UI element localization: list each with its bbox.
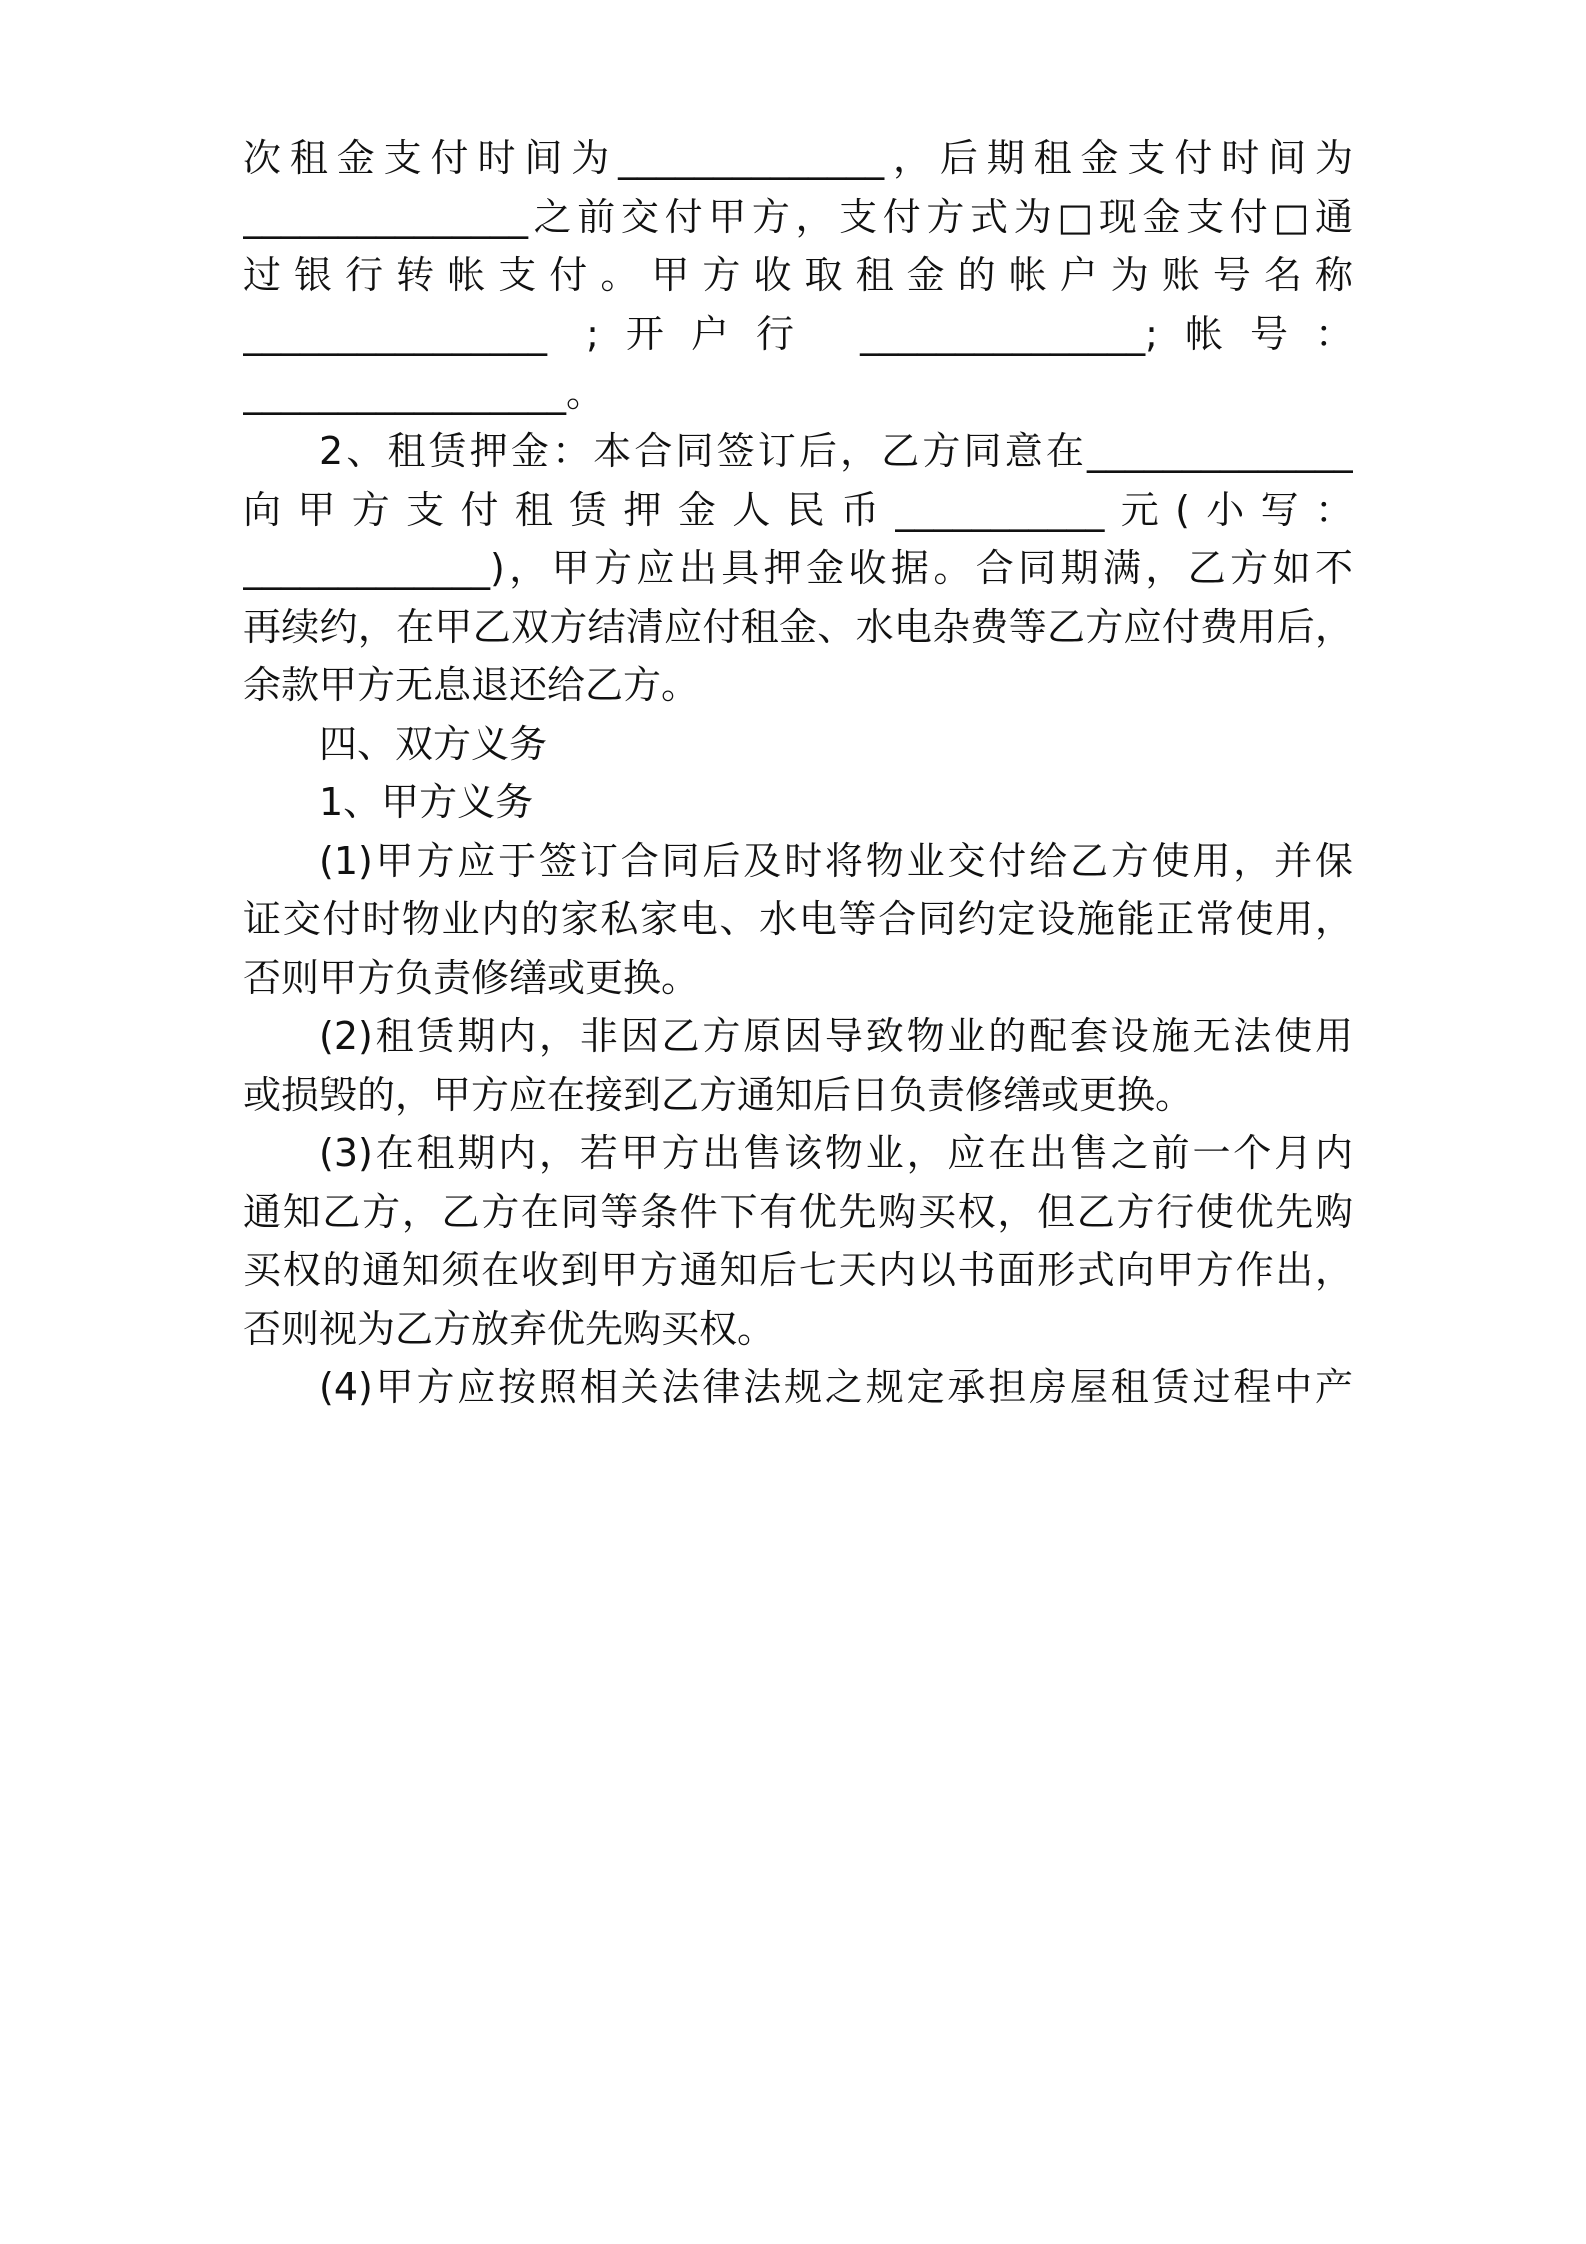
text-line: _______________之前交付甲方，支付方式为□现金支付□通: [243, 195, 1353, 239]
text-line: 2、租赁押金：本合同签订后，乙方同意在______________: [319, 429, 1353, 473]
section-heading: 四、双方义务: [319, 722, 548, 766]
text-line: 买权的通知须在收到甲方通知后七天内以书面形式向甲方作出，: [243, 1248, 1353, 1292]
text-line: 次租金支付时间为______________，后期租金支付时间为: [243, 136, 1353, 180]
text-line: 通知乙方，乙方在同等条件下有优先购买权，但乙方行使优先购: [243, 1190, 1353, 1234]
text-line: 再续约，在甲乙双方结清应付租金、水电杂费等乙方应付费用后，: [243, 605, 1353, 649]
text-line: 余款甲方无息退还给乙方。: [243, 663, 700, 707]
text-line: (4)甲方应按照相关法律法规之规定承担房屋租赁过程中产: [319, 1365, 1353, 1409]
text-line: 或损毁的，甲方应在接到乙方通知后日负责修缮或更换。: [243, 1073, 1194, 1117]
text-line: _____________)，甲方应出具押金收据。合同期满，乙方如不: [243, 546, 1353, 590]
text-line: (3)在租期内，若甲方出售该物业，应在出售之前一个月内: [319, 1131, 1353, 1175]
text-line: 否则视为乙方放弃优先购买权。: [243, 1307, 776, 1351]
subsection-heading: 1、甲方义务: [319, 780, 534, 824]
text-line: 证交付时物业内的家私家电、水电等合同约定设施能正常使用，: [243, 897, 1353, 941]
text-line: (1)甲方应于签订合同后及时将物业交付给乙方使用，并保: [319, 839, 1353, 883]
text-line: (2)租赁期内，非因乙方原因导致物业的配套设施无法使用: [319, 1014, 1353, 1058]
text-line: ________________ ;开户行 _______________;帐号：: [243, 312, 1353, 356]
text-line: _________________。: [243, 371, 605, 415]
text-line: 向甲方支付租赁押金人民币___________元(小写：: [243, 488, 1353, 532]
text-line: 过银行转帐支付。甲方收取租金的帐户为账号名称: [243, 253, 1353, 297]
text-line: 否则甲方负责修缮或更换。: [243, 956, 700, 1000]
